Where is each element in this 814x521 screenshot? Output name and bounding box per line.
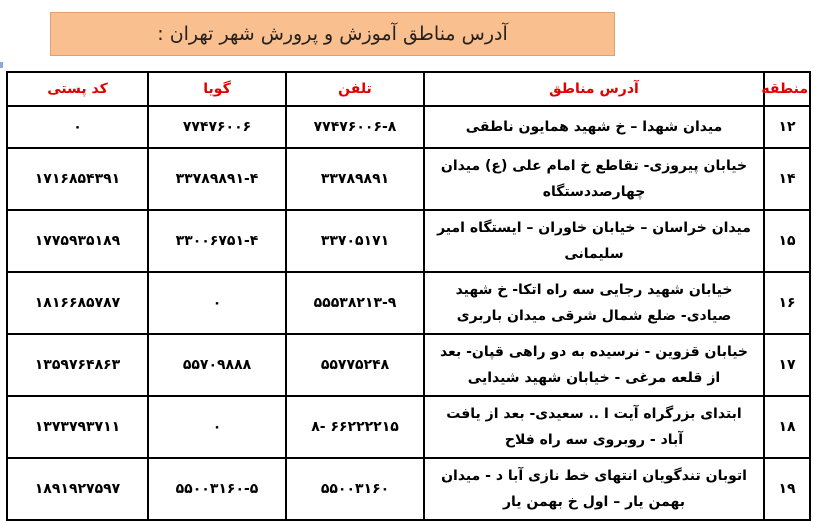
cell-goya: ۰ [148, 396, 286, 458]
table-header-row [7, 72, 810, 106]
cell-goya: ۰ [148, 272, 286, 334]
cell-postal: ۱۸۱۶۶۸۵۷۸۷ [7, 272, 148, 334]
cell-phone: ۳۳۷۰۵۱۷۱ [286, 210, 424, 272]
cell-region: ۱۴ [764, 148, 810, 210]
cell-postal: ۱۸۹۱۹۲۷۵۹۷ [7, 458, 148, 520]
cell-phone: ۳۳۷۸۹۸۹۱ [286, 148, 424, 210]
cell-address: خیابان قزوین - نرسیده به دو راهی قپان- بعد از قلعه مرغی - خیابان شهید شیدایی [424, 334, 764, 396]
cell-region: ۱۹ [764, 458, 810, 520]
cell-address: میدان شهدا – خ شهید همایون ناطقی [424, 106, 764, 148]
page-title-text: آدرس مناطق آموزش و پرورش شهر تهران : [157, 23, 508, 45]
page-title [50, 12, 615, 56]
cell-goya: ۵۵۰۰۳۱۶۰-۵ [148, 458, 286, 520]
cell-address: ابتدای بزرگراه آیت ا .. سعیدی- بعد از یافت آباد - روبروی سه راه فلاح [424, 396, 764, 458]
cell-postal: ۱۷۱۶۸۵۴۳۹۱ [7, 148, 148, 210]
cell-region: ۱۵ [764, 210, 810, 272]
table-row [7, 210, 810, 272]
cell-goya: ۳۳۰۰۶۷۵۱-۴ [148, 210, 286, 272]
cell-postal: ۱۳۵۹۷۶۴۸۶۳ [7, 334, 148, 396]
cell-region: ۱۶ [764, 272, 810, 334]
cell-address: اتوبان تندگویان انتهای خط نازی آبا د - میدان بهمن یار – اول خ بهمن یار [424, 458, 764, 520]
table-row [7, 396, 810, 458]
cell-phone: ۶۶۲۲۲۲۱۵ -۸ [286, 396, 424, 458]
header-goya: گویا [148, 72, 286, 106]
edge-marker [0, 62, 3, 68]
cell-goya: ۵۵۷۰۹۸۸۸ [148, 334, 286, 396]
header-address: آدرس مناطق [424, 72, 764, 106]
cell-phone: ۵۵۵۳۸۲۱۳-۹ [286, 272, 424, 334]
header-phone: تلفن [286, 72, 424, 106]
table-row [7, 334, 810, 396]
header-region: منطقه [764, 72, 810, 106]
header-postal: کد پستی [7, 72, 148, 106]
cell-region: ۱۸ [764, 396, 810, 458]
cell-region: ۱۲ [764, 106, 810, 148]
table-row [7, 458, 810, 520]
table-row [7, 106, 810, 148]
table-row [7, 272, 810, 334]
cell-phone: ۷۷۴۷۶۰۰۶-۸ [286, 106, 424, 148]
cell-postal: ۰ [7, 106, 148, 148]
table-row [7, 148, 810, 210]
cell-phone: ۵۵۰۰۳۱۶۰ [286, 458, 424, 520]
cell-address: میدان خراسان – خیابان خاوران – ایستگاه امیر سلیمانی [424, 210, 764, 272]
cell-postal: ۱۷۷۵۹۳۵۱۸۹ [7, 210, 148, 272]
cell-address: خیابان پیروزی- تقاطع خ امام علی (ع) میدان چهارصددستگاه [424, 148, 764, 210]
cell-phone: ۵۵۷۷۵۲۴۸ [286, 334, 424, 396]
cell-postal: ۱۳۷۳۷۹۳۷۱۱ [7, 396, 148, 458]
cell-goya: ۳۳۷۸۹۸۹۱-۴ [148, 148, 286, 210]
cell-address: خیابان شهید رجایی سه راه اتکا- خ شهید صیادی- ضلع شمال شرقی میدان باربری [424, 272, 764, 334]
cell-goya: ۷۷۴۷۶۰۰۶ [148, 106, 286, 148]
regions-table [6, 71, 811, 521]
cell-region: ۱۷ [764, 334, 810, 396]
